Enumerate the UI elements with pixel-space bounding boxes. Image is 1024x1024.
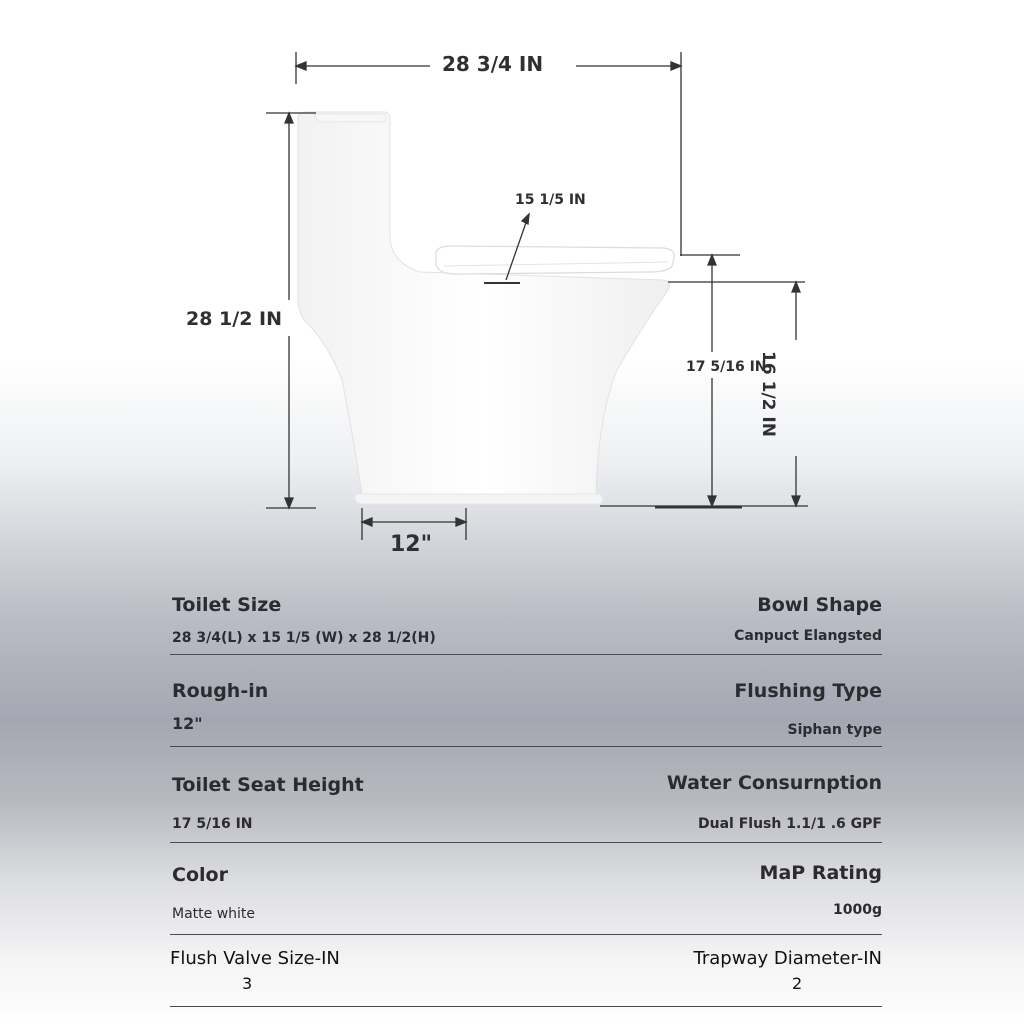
spec-row-toilet-size — [170, 590, 882, 656]
spec-row-seat-height — [170, 770, 882, 840]
overall-length-label: 28 3/4 IN — [442, 52, 544, 76]
spec-label: Toilet Size — [172, 594, 282, 616]
spec-label: Bowl Shape — [757, 594, 882, 616]
spec-value: Matte white — [172, 906, 256, 922]
spec-label: Rough-in — [172, 680, 269, 702]
seat-width-label: 15 1/5 IN — [515, 192, 586, 208]
divider — [170, 934, 882, 935]
spec-label: Flushing Type — [734, 680, 882, 702]
spec-row-flush-valve — [170, 946, 882, 1010]
divider — [170, 746, 882, 747]
divider — [170, 1006, 882, 1007]
spec-label: Trapway Diameter-IN — [693, 948, 882, 969]
spec-row-color — [170, 862, 882, 932]
divider — [170, 842, 882, 843]
spec-value: Canpuct Elangsted — [734, 628, 882, 644]
spec-label: Water Consurnption — [666, 772, 882, 794]
spec-value: 12" — [172, 714, 203, 733]
spec-label: MaP Rating — [759, 862, 882, 884]
overall-height-label: 28 1/2 IN — [186, 308, 283, 330]
rough-in-dimension-label: 12" — [390, 532, 433, 557]
spec-value: 28 3/4(L) x 15 1/5 (W) x 28 1/2(H) — [172, 630, 436, 646]
spec-value: 3 — [242, 974, 253, 993]
spec-value: 1000g — [833, 902, 882, 918]
rim-height-label: 16 1/2 IN — [757, 351, 778, 437]
spec-label: Flush Valve Size-IN — [170, 948, 340, 969]
spec-value: 17 5/16 IN — [172, 816, 253, 832]
spec-label: Toilet Seat Height — [172, 774, 364, 796]
spec-value: Siphan type — [787, 722, 882, 738]
spec-row-rough-in — [170, 678, 882, 746]
spec-label: Color — [172, 864, 228, 886]
spec-value: 2 — [792, 974, 803, 993]
divider — [170, 654, 882, 655]
toilet-illustration — [298, 112, 674, 504]
seat-height-label: 17 5/16 IN — [686, 359, 767, 375]
spec-table — [170, 590, 882, 1020]
spec-value: Dual Flush 1.1/1 .6 GPF — [698, 816, 882, 832]
